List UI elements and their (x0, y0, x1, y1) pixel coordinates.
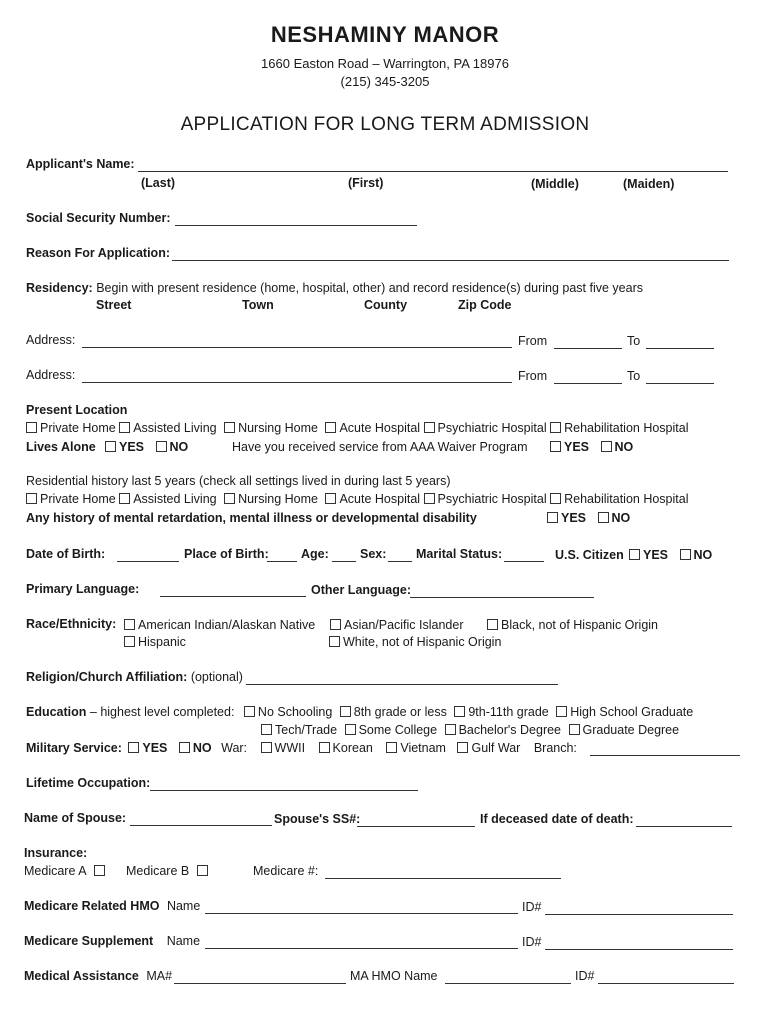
address-label-2: Address: (26, 368, 76, 382)
from-field-2[interactable] (554, 383, 622, 384)
medicare-b-label: Medicare B (126, 864, 190, 878)
from-field-1[interactable] (554, 348, 622, 349)
address-label-1: Address: (26, 333, 76, 347)
checkbox-black[interactable] (487, 619, 498, 630)
other-language-field[interactable] (410, 597, 594, 598)
option-label: Asian/Pacific Islander (344, 618, 464, 632)
checkbox-citizen-yes[interactable] (629, 549, 640, 560)
checkbox-no-schooling[interactable] (244, 706, 255, 717)
checkbox-asian[interactable] (330, 619, 341, 630)
ma-id-label: ID# (575, 969, 595, 983)
medical-assistance-row (24, 969, 172, 983)
to-field-1[interactable] (646, 348, 714, 349)
checkbox-graduate[interactable] (569, 724, 580, 735)
name-last-caption: (Last) (141, 176, 176, 190)
supplement-name-label: Name (166, 934, 201, 948)
checkbox-history-nursing-home[interactable] (224, 493, 235, 504)
pob-field[interactable] (267, 561, 297, 562)
hmo-id-field[interactable] (545, 914, 733, 915)
checkbox-assisted-living[interactable] (119, 422, 130, 433)
checkbox-private-home[interactable] (26, 422, 37, 433)
from-label-1: From (518, 334, 548, 348)
race-asian (330, 618, 464, 632)
checkbox-wwii[interactable] (261, 742, 272, 753)
primary-language-field[interactable] (160, 596, 306, 597)
disability-history-question: Any history of mental retardation, mental illness or developmental disability (26, 511, 477, 525)
yes-label: YES (561, 511, 587, 525)
checkbox-disability-yes[interactable] (547, 512, 558, 523)
no-label: NO (611, 511, 631, 525)
option-label: Assisted Living (133, 421, 217, 435)
option-label: Hispanic (138, 635, 186, 649)
option-label: American Indian/Alaskan Native (138, 618, 316, 632)
residential-history-options (26, 492, 689, 506)
no-label: NO (614, 440, 634, 454)
to-label-1: To (627, 334, 641, 348)
option-label: White, not of Hispanic Origin (343, 635, 502, 649)
address-field-1[interactable] (82, 347, 512, 348)
religion-field[interactable] (246, 684, 558, 685)
checkbox-aaa-yes[interactable] (550, 441, 561, 452)
branch-label: Branch: (533, 741, 577, 755)
checkbox-some-college[interactable] (345, 724, 356, 735)
option-label: Acute Hospital (339, 421, 421, 435)
residency-col-town: Town (242, 298, 274, 312)
facility-name: NESHAMINY MANOR (270, 22, 500, 47)
yes-label: YES (564, 440, 590, 454)
marital-status-field[interactable] (504, 561, 544, 562)
occupation-field[interactable] (150, 790, 418, 791)
checkbox-american-indian[interactable] (124, 619, 135, 630)
checkbox-aaa-no[interactable] (601, 441, 612, 452)
hmo-name-label: Name (166, 899, 201, 913)
reason-label: Reason For Application: (26, 246, 170, 260)
medicare-number-label: Medicare #: (253, 864, 319, 878)
education-row-2 (261, 723, 679, 737)
insurance-heading: Insurance: (24, 846, 88, 860)
supplement-row (24, 934, 200, 948)
ma-hmo-name-field[interactable] (445, 983, 571, 984)
applicant-name-field[interactable] (138, 171, 728, 172)
option-label: Some College (358, 723, 438, 737)
checkbox-vietnam[interactable] (386, 742, 397, 753)
option-label: Psychiatric Hospital (437, 492, 547, 506)
checkbox-history-psychiatric-hospital[interactable] (424, 493, 435, 504)
disability-history-options (547, 511, 630, 525)
checkbox-military-no[interactable] (179, 742, 190, 753)
ssn-field[interactable] (175, 225, 417, 226)
residential-history-heading: Residential history last 5 years (check all settings lived in during last 5 years) (26, 474, 451, 488)
other-language-label: Other Language: (311, 583, 412, 597)
supplement-id-label: ID# (522, 935, 542, 949)
residency-col-zip: Zip Code (458, 298, 512, 312)
checkbox-medicare-a[interactable] (94, 865, 105, 876)
checkbox-history-assisted-living[interactable] (119, 493, 130, 504)
residency-label: Residency: (26, 281, 93, 295)
sex-field[interactable] (388, 561, 412, 562)
no-label: NO (192, 741, 212, 755)
checkbox-rehabilitation-hospital[interactable] (550, 422, 561, 433)
facility-phone: (215) 345-3205 (340, 74, 430, 89)
lives-alone-label: Lives Alone (26, 440, 96, 454)
spouse-death-label: If deceased date of death: (480, 812, 634, 826)
ma-id-field[interactable] (598, 983, 734, 984)
option-label: No Schooling (257, 705, 333, 719)
yes-label: YES (119, 440, 145, 454)
checkbox-disability-no[interactable] (598, 512, 609, 523)
option-label: Acute Hospital (339, 492, 421, 506)
race-black (487, 618, 658, 632)
hmo-row (24, 899, 200, 913)
checkbox-nursing-home[interactable] (224, 422, 235, 433)
option-label: Private Home (40, 492, 116, 506)
name-maiden-caption: (Maiden) (623, 177, 675, 191)
option-label: Nursing Home (238, 492, 318, 506)
spouse-name-label: Name of Spouse: (24, 811, 127, 825)
dob-field[interactable] (117, 561, 179, 562)
hmo-label: Medicare Related HMO (24, 899, 160, 913)
education-label: Education (26, 705, 87, 719)
checkbox-lives-alone-no[interactable] (156, 441, 167, 452)
option-label: Korean (332, 741, 373, 755)
residency-col-street: Street (96, 298, 132, 312)
option-label: Gulf War (471, 741, 521, 755)
checkbox-lives-alone-yes[interactable] (105, 441, 116, 452)
present-location-options (26, 421, 689, 435)
hmo-id-label: ID# (522, 900, 542, 914)
checkbox-military-yes[interactable] (128, 742, 139, 753)
aaa-options (550, 440, 633, 454)
no-label: NO (169, 440, 189, 454)
present-location-heading: Present Location (26, 403, 128, 417)
us-citizen-options (629, 548, 712, 562)
ma-number-label: MA# (146, 969, 173, 983)
no-label: NO (693, 548, 713, 562)
checkbox-tech-trade[interactable] (261, 724, 272, 735)
applicant-name-label: Applicant's Name: (26, 157, 135, 171)
option-label: Nursing Home (238, 421, 318, 435)
residency-row (26, 281, 643, 295)
branch-field[interactable] (590, 755, 740, 756)
religion-optional: (optional) (190, 670, 243, 684)
checkbox-8th-grade[interactable] (340, 706, 351, 717)
checkbox-psychiatric-hospital[interactable] (424, 422, 435, 433)
residency-col-county: County (364, 298, 408, 312)
checkbox-white[interactable] (329, 636, 340, 647)
medicare-number-field[interactable] (325, 878, 561, 879)
residency-instruction: Begin with present residence (home, hospital, other) and record residence(s) during past five years (96, 281, 643, 295)
medicare-a-label: Medicare A (24, 864, 86, 878)
name-first-caption: (First) (348, 176, 384, 190)
checkbox-gulf-war[interactable] (457, 742, 468, 753)
ma-number-field[interactable] (174, 983, 346, 984)
checkbox-acute-hospital[interactable] (325, 422, 336, 433)
race-label: Race/Ethnicity: (26, 617, 117, 631)
medical-assistance-label: Medical Assistance (24, 969, 139, 983)
supplement-name-field[interactable] (205, 948, 518, 949)
marital-status-label: Marital Status: (416, 547, 503, 561)
race-hispanic (124, 635, 186, 649)
option-label: Assisted Living (133, 492, 217, 506)
religion-label: Religion/Church Affiliation: (26, 670, 188, 684)
to-label-2: To (627, 369, 641, 383)
race-white (329, 635, 501, 649)
race-row-1 (124, 618, 315, 632)
checkbox-history-private-home[interactable] (26, 493, 37, 504)
reason-field[interactable] (172, 260, 729, 261)
option-label: Black, not of Hispanic Origin (501, 618, 659, 632)
lives-alone-options (105, 440, 188, 454)
checkbox-hispanic[interactable] (124, 636, 135, 647)
medicare-a-row (24, 864, 108, 878)
medicare-b-row (126, 864, 211, 878)
option-label: WWII (274, 741, 306, 755)
form-title: APPLICATION FOR LONG TERM ADMISSION (180, 114, 590, 135)
checkbox-history-rehabilitation-hospital[interactable] (550, 493, 561, 504)
age-label: Age: (301, 547, 329, 561)
option-label: Rehabilitation Hospital (564, 492, 689, 506)
option-label: Bachelor's Degree (458, 723, 562, 737)
age-field[interactable] (332, 561, 356, 562)
checkbox-citizen-no[interactable] (680, 549, 691, 560)
spouse-ss-field[interactable] (357, 826, 475, 827)
option-label: Private Home (40, 421, 116, 435)
religion-row (26, 670, 243, 684)
military-row (26, 741, 577, 755)
option-label: Vietnam (400, 741, 446, 755)
sex-label: Sex: (360, 547, 387, 561)
option-label: High School Graduate (570, 705, 694, 719)
pob-label: Place of Birth: (184, 547, 269, 561)
checkbox-history-acute-hospital[interactable] (325, 493, 336, 504)
option-label: 9th-11th grade (468, 705, 549, 719)
checkbox-korean[interactable] (319, 742, 330, 753)
hmo-name-field[interactable] (205, 913, 518, 914)
education-row-1 (26, 705, 693, 719)
occupation-label: Lifetime Occupation: (26, 776, 151, 790)
war-label: War: (221, 741, 248, 755)
to-field-2[interactable] (646, 383, 714, 384)
checkbox-9th-11th-grade[interactable] (454, 706, 465, 717)
from-label-2: From (518, 369, 548, 383)
ma-hmo-name-label: MA HMO Name (350, 969, 438, 983)
supplement-id-field[interactable] (545, 949, 733, 950)
option-label: 8th grade or less (353, 705, 447, 719)
checkbox-high-school[interactable] (556, 706, 567, 717)
education-label-rest: – highest level completed: (89, 705, 235, 719)
spouse-name-field[interactable] (130, 825, 272, 826)
aaa-question: Have you received service from AAA Waiver Program (232, 440, 528, 454)
primary-language-label: Primary Language: (26, 582, 140, 596)
spouse-ss-label: Spouse's SS#: (274, 812, 361, 826)
supplement-label: Medicare Supplement (24, 934, 154, 948)
military-label: Military Service: (26, 741, 122, 755)
yes-label: YES (643, 548, 669, 562)
facility-address: 1660 Easton Road – Warrington, PA 18976 (261, 56, 509, 71)
checkbox-medicare-b[interactable] (197, 865, 208, 876)
option-label: Tech/Trade (275, 723, 338, 737)
dob-label: Date of Birth: (26, 547, 106, 561)
ssn-label: Social Security Number: (26, 211, 171, 225)
option-label: Psychiatric Hospital (437, 421, 547, 435)
option-label: Rehabilitation Hospital (564, 421, 689, 435)
address-field-2[interactable] (82, 382, 512, 383)
option-label: Graduate Degree (582, 723, 680, 737)
yes-label: YES (142, 741, 168, 755)
spouse-death-field[interactable] (636, 826, 732, 827)
us-citizen-label: U.S. Citizen (555, 548, 624, 562)
name-middle-caption: (Middle) (531, 177, 579, 191)
checkbox-bachelors[interactable] (445, 724, 456, 735)
